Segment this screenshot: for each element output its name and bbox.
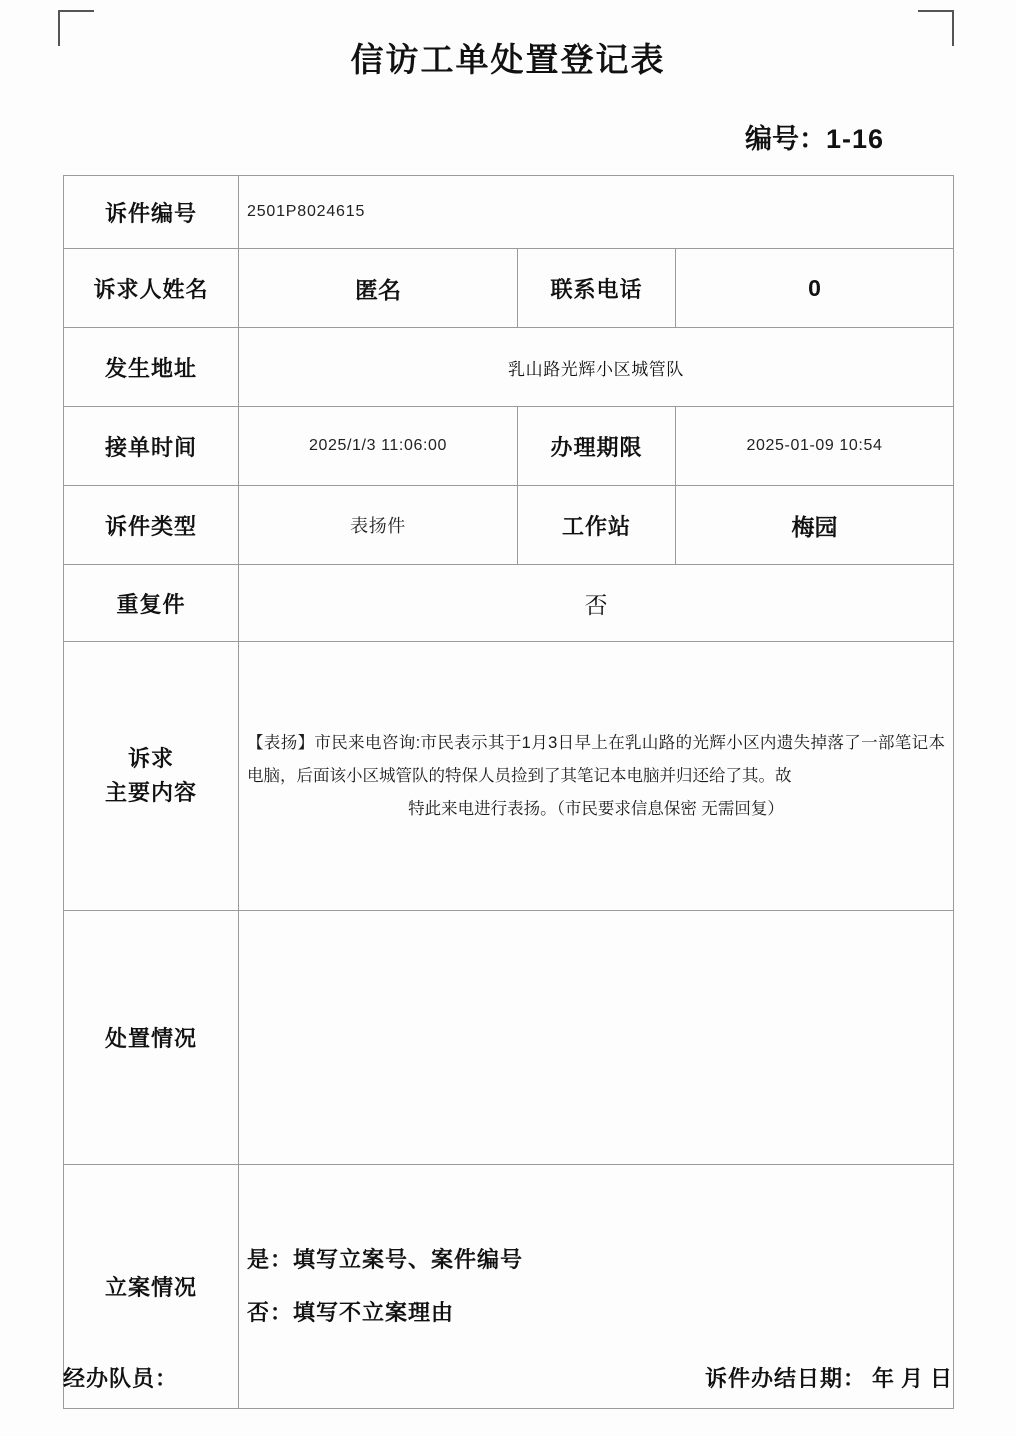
value-workstation: 梅园	[676, 486, 954, 565]
value-handling[interactable]	[239, 911, 954, 1165]
serial-value: 1-16	[825, 124, 884, 154]
label-complaint-type: 诉件类型	[64, 486, 239, 565]
table-row	[64, 565, 954, 642]
value-complainant: 匿名	[239, 249, 518, 328]
table-row	[64, 486, 954, 565]
label-receive-time: 接单时间	[64, 407, 239, 486]
label-address: 发生地址	[64, 328, 239, 407]
label-workstation: 工作站	[518, 486, 676, 565]
label-phone: 联系电话	[518, 249, 676, 328]
value-receive-time: 2025/1/3 11:06:00	[239, 407, 518, 486]
finish-date-month: 月	[900, 1366, 924, 1391]
main-content-paragraph-2: 特此来电进行表扬。（市民要求信息保密 无需回复）	[408, 799, 784, 818]
value-main-content	[239, 642, 954, 911]
label-main-content	[64, 642, 239, 911]
value-phone: 0	[676, 249, 954, 328]
handler-field: 经办队员：	[63, 1366, 179, 1391]
label-main-content-line2: 主要内容	[104, 780, 197, 805]
label-deadline: 办理期限	[518, 407, 676, 486]
finish-date-label: 诉件办结日期：	[704, 1366, 866, 1391]
serial-label: 编号：	[744, 124, 826, 154]
value-complaint-type: 表扬件	[239, 486, 518, 565]
finish-date-year: 年	[871, 1366, 895, 1391]
serial-number	[0, 117, 1016, 156]
main-content-paragraph-1: 【表扬】市民来电咨询:市民表示其于1月3日早上在乳山路的光辉小区内遗失掉落了一部笔记本电脑，后面该小区城管队的特保人员捡到了其笔记本电脑并归还给了其。故	[247, 733, 946, 785]
label-handling: 处置情况	[64, 911, 239, 1165]
page-title: 信访工单处置登记表	[350, 41, 666, 78]
value-address: 乳山路光辉小区城管队	[239, 328, 954, 407]
case-status-line-1: 是：填写立案号、案件编号	[247, 1246, 524, 1272]
value-duplicate: 否	[239, 565, 954, 642]
case-status-line-2: 否：填写不立案理由	[247, 1299, 455, 1325]
form-footer	[63, 1362, 953, 1393]
table-row	[64, 642, 954, 911]
table-row	[64, 407, 954, 486]
table-row	[64, 249, 954, 328]
crop-mark-top-right	[918, 10, 954, 46]
table-row	[64, 176, 954, 249]
label-complainant: 诉求人姓名	[64, 249, 239, 328]
label-case-status: 立案情况	[64, 1165, 239, 1409]
table-row	[64, 328, 954, 407]
value-deadline: 2025-01-09 10:54	[676, 407, 954, 486]
label-complaint-no: 诉件编号	[64, 176, 239, 249]
finish-date-day: 日	[929, 1366, 953, 1391]
crop-mark-top-left	[58, 10, 94, 46]
value-complaint-no: 2501P8024615	[239, 176, 954, 249]
finish-date-field	[699, 1362, 953, 1393]
table-row	[64, 911, 954, 1165]
label-duplicate: 重复件	[64, 565, 239, 642]
label-main-content-line1: 诉求	[127, 745, 174, 771]
registration-form-table	[63, 175, 954, 1409]
